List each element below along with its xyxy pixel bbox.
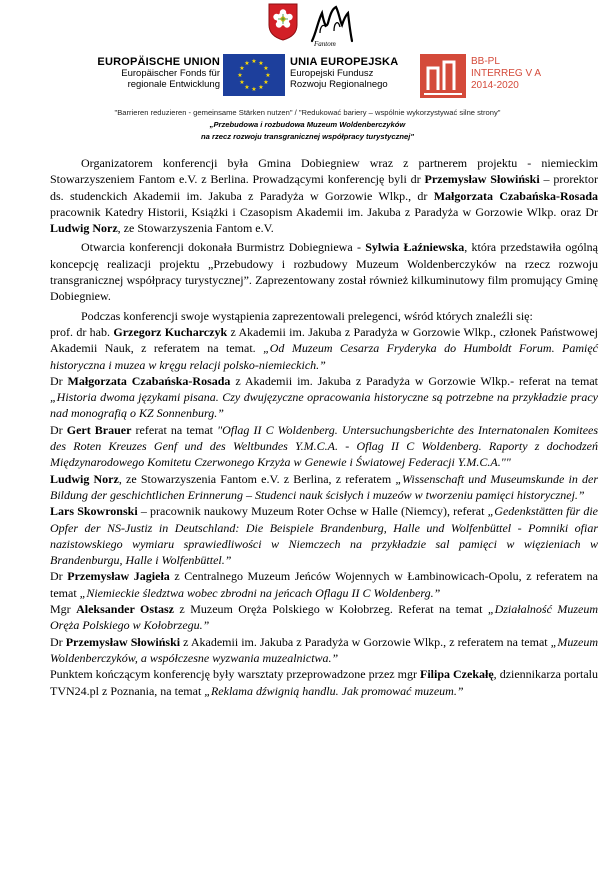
svg-text:★: ★ (265, 72, 271, 79)
speaker-name: Małgorzata Czabańska-Rosada (67, 373, 231, 388)
text-span: z Muzeum Oręża Polskiego w Kołobrzeg. Referat na temat (174, 602, 488, 617)
text-span: pracownik Katedry Historii, Książki i Czasopism Akademii im. Jakuba z Paradyża w Gorzowie Wlkp. oraz Dr (50, 204, 598, 219)
text-span: – pracownik naukowy Muzeum Roter Ochse w Halle (Niemcy), referat (137, 504, 488, 519)
eu-text-german (88, 56, 220, 90)
eu-line2-de: regionale Entwicklung (127, 79, 220, 90)
eu-line1-de: Europäischer Fonds für (121, 68, 220, 79)
text-span: , ze Stowarzyszenia Fantom e.V. (117, 221, 274, 236)
svg-text:★: ★ (258, 84, 264, 91)
svg-text:★: ★ (263, 65, 269, 72)
speaker-name: Ludwig Norz (50, 221, 118, 236)
text-span: prof. dr hab. (50, 324, 114, 339)
svg-text:★: ★ (251, 58, 257, 65)
talk-title: „Reklama dźwignią handlu. Jak promować muzeum.” (204, 683, 464, 698)
speaker-name: Przemysław Jagieła (67, 569, 170, 584)
text-span: , dziennikarza portalu TVN24.pl z Poznania, na temat (50, 667, 598, 698)
text-span: z Akademii im. Jakuba z Paradyża w Gorzowie Wlkp.- referat na temat (230, 373, 598, 388)
paragraph-speaker-kucharczyk (50, 324, 598, 373)
paragraph-speakers-intro: Podczas konferencji swoje wystąpienia zaprezentowali prelegenci, wśród których znaleźli się: (81, 308, 533, 323)
program-slogan: "Barrieren reduzieren - gemeinsame Stärken nutzen" / "Redukować bariery – wspólnie wykorzystywać silne strony" (114, 108, 501, 117)
text-span: , ze Stowarzyszenia Fantom e.V. z Berlina, z referatem (118, 471, 396, 486)
interreg-line1: BB-PL (471, 56, 500, 67)
svg-text:★: ★ (244, 60, 250, 67)
paragraph-speaker-jagiela (50, 568, 598, 601)
talk-title: „Od Muzeum Cesarza Fryderyka do Humboldt Forum. Pamięć historyczna i muzea w kręgu relacji polsko-niemieckich.” (50, 341, 598, 372)
talk-title: "Oflag II C Woldenberg. Untersuchungsberichte des Internatonalen Komitees des Roten Kreuzes Genf und des Weltbundes Y.M.C.A. - Oflag II C Woldenberg. Raporty z dochodzeń Międzynarodowego Komitetu Czerwonego Krzyża w Genewie i Światowej Federacji Y.M.C.A."" (50, 422, 599, 470)
talk-title: „Gedenkstätten für die Opfer der NS-Justiz in Deutschland: Die Beispiele Brandenburg, Halle und Wolfenbüttel - Pomniki ofiar nazistowskiego wymiaru sprawiedliwości w Niemczech na przykładzie sal pamięci w więzieniach w Brandenburgu, Halle i Wolfenbüttel.” (50, 504, 598, 568)
speaker-name: Grzegorz Kucharczyk (113, 324, 228, 339)
svg-text:★: ★ (258, 60, 264, 67)
paragraph-speaker-ostasz (50, 601, 598, 634)
svg-text:★: ★ (239, 79, 245, 86)
talk-title: „Działalność Muzeum Oręża Polskiego w Kołobrzegu.” (50, 602, 599, 633)
interreg-line2: INTERREG V A (471, 68, 542, 79)
speaker-name: Lars Skowronski (50, 504, 138, 519)
interreg-logo-icon (420, 54, 466, 98)
talk-title: „Wissenschaft und Museumskunde in der Bildung der geschichtlichen Erinnerung – Studenci nauk ścisłych i muzeów w tworzeniu pamięci historycznej.” (50, 471, 599, 502)
speaker-name: Gert Brauer (66, 422, 132, 437)
paragraph-speaker-czabanska (50, 373, 598, 422)
text-span: , która przedstawiła ogólną koncepcję realizacji projektu „Przebudowy i rozbudowy Muzeum Woldenberczyków na rzecz rozwoju transgranicznej współpracy turystycznej”. Zaprezentowany został również kilkuminutowy film promujący Gminę Dobiegniew. (50, 240, 598, 304)
interreg-line3: 2014-2020 (471, 80, 519, 91)
project-title-line2: na rzecz rozwoju transgranicznej współpracy turystycznej" (201, 132, 414, 141)
article-body (50, 155, 598, 699)
eu-line1-pl: Europejski Fundusz (290, 68, 374, 79)
svg-text:★: ★ (244, 84, 250, 91)
speaker-name: Ludwig Norz (50, 471, 119, 486)
speaker-name: Przemysław Słowiński (424, 172, 540, 187)
eu-flag-icon (223, 54, 285, 96)
talk-title: „Niemieckie śledztwa wobec zbrodni na jeńcach Oflagu II C Woldenberg.” (79, 585, 441, 600)
speaker-name: Sylwia Łaźniewska (365, 240, 465, 255)
text-span: Punktem kończącym konferencję były warsztaty przeprowadzone przez mgr (50, 667, 420, 682)
dobiegniew-crest-logo (268, 3, 298, 41)
eu-line2-pl: Rozwoju Regionalnego (290, 79, 388, 90)
text-span: – prorektor ds. studenckich Akademii im. Jakuba z Paradyża w Gorzowie Wlkp., dr (50, 172, 598, 203)
text-span: Dr (50, 569, 68, 584)
paragraph-speaker-norz (50, 471, 598, 504)
text-span: Mgr (50, 602, 77, 617)
interreg-text (471, 56, 541, 92)
speaker-name: Aleksander Ostasz (76, 602, 174, 617)
text-span: referat na temat (131, 422, 218, 437)
svg-text:★: ★ (239, 65, 245, 72)
paragraph-workshop (50, 666, 598, 699)
paragraph-speaker-skowronski (50, 503, 598, 568)
document-header (0, 0, 615, 150)
text-span: Dr (50, 634, 66, 649)
text-span: Dr (50, 373, 68, 388)
svg-text:★: ★ (251, 86, 257, 93)
text-span: z Akademii im. Jakuba z Paradyża w Gorzowie Wlkp., członek Państwowej Akademii Nauk, z referatem na temat. (50, 324, 598, 356)
eu-title-de: EUROPÄISCHE UNION (97, 56, 220, 68)
text-span: Otwarcia konferencji dokonała Burmistrz Dobiegniewa - (81, 240, 366, 255)
text-span: z Centralnego Muzeum Jeńców Wojennych w Łambinowicach-Opolu, z referatem na temat (50, 569, 598, 600)
speaker-name: Filipa Czekałę (419, 667, 494, 682)
eu-text-polish (290, 56, 420, 90)
eu-title-pl: UNIA EUROPEJSKA (290, 56, 399, 68)
speaker-name: Przemysław Słowiński (65, 634, 181, 649)
paragraph-organizers (50, 155, 598, 236)
svg-text:★: ★ (263, 79, 269, 86)
svg-text:★: ★ (237, 72, 243, 79)
talk-title: „Historia dwoma językami pisana. Czy dwujęzyczne opracowania historyczne są potrzebne na przykładzie pracy nad monografią o KZ Sonnenburg.” (50, 390, 598, 421)
paragraph-speaker-slowinski (50, 634, 598, 667)
text-span: Dr (50, 422, 67, 437)
paragraph-speaker-brauer (50, 422, 598, 471)
text-span: Organizatorem konferencji była Gmina Dobiegniew wraz z partnerem projektu - niemieckim Stowarzyszeniem Fantom e.V. z Berlina. Prowadzącymi konferencję byli dr (50, 156, 598, 187)
text-span: z Akademii im. Jakuba z Paradyża w Gorzowie Wlkp., z referatem na temat (180, 634, 551, 649)
fantom-label: Fantom (314, 40, 336, 48)
project-title-line1: „Przebudowa i rozbudowa Muzeum Woldenberczyków (209, 120, 406, 129)
paragraph-opening (50, 239, 598, 304)
speaker-name: Małgorzata Czabańska-Rosada (433, 188, 599, 203)
talk-title: „Muzeum Woldenberczyków, a współczesne wyzwania muzealnictwa.” (50, 634, 599, 665)
